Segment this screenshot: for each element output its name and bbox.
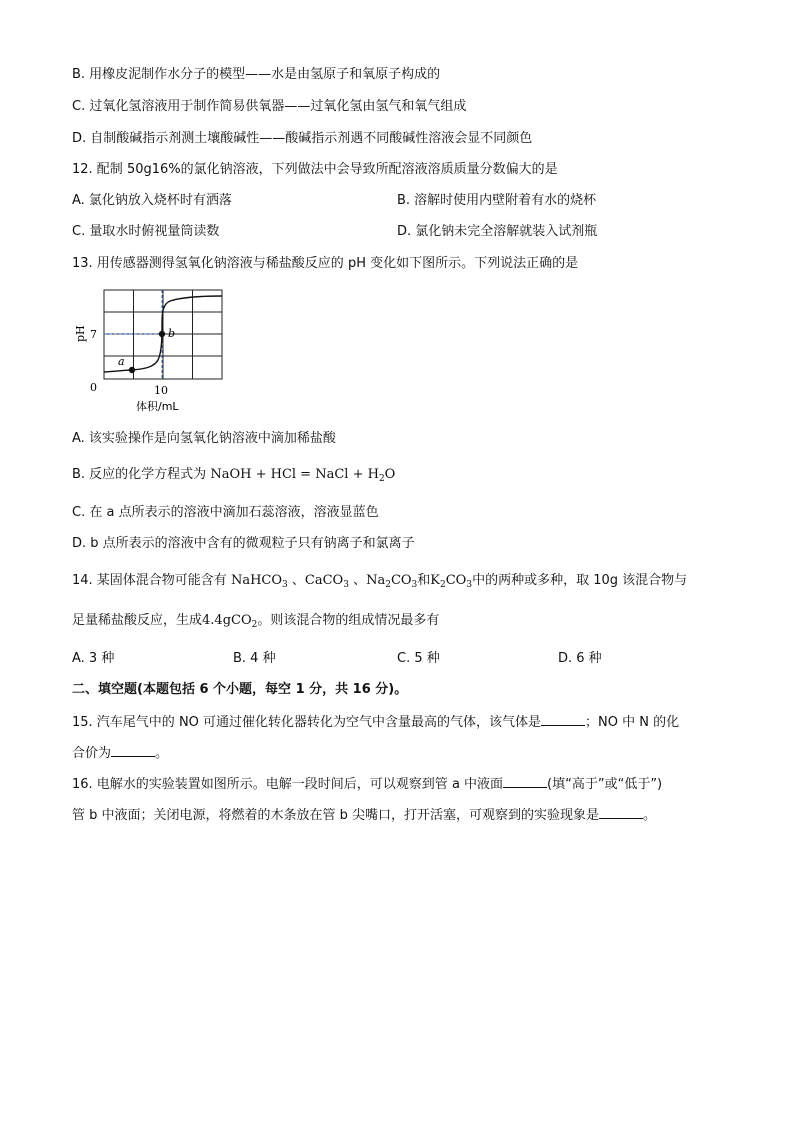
q15-line2 bbox=[72, 744, 168, 763]
q14-line2 bbox=[72, 612, 439, 630]
q14-line1 bbox=[72, 572, 687, 590]
q11-option-b: B. 用橡皮泥制作水分子的模型——水是由氢原子和氧原子构成的 bbox=[72, 67, 441, 82]
answer-blank[interactable] bbox=[111, 744, 155, 757]
q16-line1 bbox=[72, 775, 662, 794]
q14-option-b: B. 4 种 bbox=[233, 651, 276, 666]
q14-option-c: C. 5 种 bbox=[397, 651, 440, 666]
q14-line2-suffix: 。则该混合物的组成情况最多有 bbox=[257, 613, 440, 628]
q11-option-d: D. 自制酸碱指示剂测土壤酸碱性——酸碱指示剂遇不同酸碱性溶液会显不同颜色 bbox=[72, 131, 533, 146]
q11-option-c: C. 过氧化氢溶液用于制作简易供氧器——过氧化氢由氢气和氧气组成 bbox=[72, 99, 467, 114]
q12-option-c: C. 量取水时俯视量筒读数 bbox=[72, 224, 220, 239]
point-b-label: b bbox=[168, 327, 176, 340]
ph-chart bbox=[70, 284, 240, 418]
y-axis-label: pH bbox=[74, 325, 87, 342]
q16-line2 bbox=[72, 806, 656, 825]
q13-equation-tail: O bbox=[384, 467, 396, 482]
q14-formulas: NaHCO$_3$ 、CaCO$_3$ 、$Na_2CO_3$和$K_2CO_3$ bbox=[230, 573, 473, 590]
x-tick-10: 10 bbox=[154, 384, 168, 397]
q14-line1-prefix: 14. 某固体混合物可能含有 bbox=[72, 573, 227, 588]
q14-line2-prefix: 足量稀盐酸反应，生成 bbox=[72, 613, 203, 628]
q15-text-c: 合价为 bbox=[72, 746, 112, 761]
q16-text-c: 管 b 中液面；关闭电源，将燃着的木条放在管 b 尖嘴口，打开活塞，可观察到的实验现象是 bbox=[72, 808, 600, 823]
q13-equation-main: NaOH + HCl = NaCl + H bbox=[210, 467, 379, 482]
q12-option-a: A. 氯化钠放入烧杯时有洒落 bbox=[72, 193, 232, 208]
q14-line1-suffix: 中的两种或多种，取 10g 该混合物与 bbox=[472, 573, 688, 588]
q14-option-a: A. 3 种 bbox=[72, 651, 115, 666]
point-a bbox=[129, 367, 135, 373]
q13-equation-sub: 2 bbox=[378, 474, 385, 484]
q12-option-d: D. 氯化钠未完全溶解就装入试剂瓶 bbox=[397, 224, 598, 239]
q16-text-a: 16. 电解水的实验装置如图所示。电解一段时间后，可以观察到管 a 中液面 bbox=[72, 777, 504, 792]
q14-option-d: D. 6 种 bbox=[558, 651, 602, 666]
q15-text-a: 15. 汽车尾气中的 NO 可通过催化转化器转化为空气中含量最高的气体，该气体是 bbox=[72, 715, 542, 730]
section-title: 二、填空题(本题包括 6 个小题，每空 1 分，共 16 分)。 bbox=[72, 682, 408, 697]
q15-line1 bbox=[72, 713, 679, 732]
q16-text-b: (填“高于”或“低于”) bbox=[547, 777, 663, 792]
q13-option-b-prefix: B. 反应的化学方程式为 bbox=[72, 467, 207, 482]
q15-text-d: 。 bbox=[155, 746, 169, 761]
q13-option-d: D. b 点所表示的溶液中含有的微观粒子只有钠离子和氯离子 bbox=[72, 536, 415, 551]
point-b bbox=[159, 331, 165, 337]
point-a-label: a bbox=[118, 355, 125, 368]
q12-stem: 12. 配制 50g16%的氯化钠溶液，下列做法中会导致所配溶液溶质质量分数偏大的是 bbox=[72, 162, 558, 177]
q13-equation bbox=[210, 467, 395, 482]
y-tick-7: 7 bbox=[90, 328, 97, 341]
q13-option-c: C. 在 a 点所表示的溶液中滴加石蕊溶液，溶液显蓝色 bbox=[72, 505, 379, 520]
q16-text-d: 。 bbox=[643, 808, 657, 823]
answer-blank[interactable] bbox=[541, 713, 585, 726]
answer-blank[interactable] bbox=[503, 775, 547, 788]
q15-text-b: ；NO 中 N 的化 bbox=[585, 715, 680, 730]
x-tick-0: 0 bbox=[90, 381, 97, 394]
q12-option-b: B. 溶解时使用内壁附着有水的烧杯 bbox=[397, 193, 597, 208]
q13-option-b bbox=[72, 466, 395, 484]
q13-stem: 13. 用传感器测得氢氧化钠溶液与稀盐酸反应的 pH 变化如下图所示。下列说法正确的是 bbox=[72, 256, 579, 271]
q13-option-a: A. 该实验操作是向氢氧化钠溶液中滴加稀盐酸 bbox=[72, 431, 336, 446]
x-axis-label: 体积/mL bbox=[136, 400, 179, 413]
q14-co2-formula: 4.4gCO$_2$ bbox=[202, 613, 258, 630]
answer-blank[interactable] bbox=[599, 806, 643, 819]
